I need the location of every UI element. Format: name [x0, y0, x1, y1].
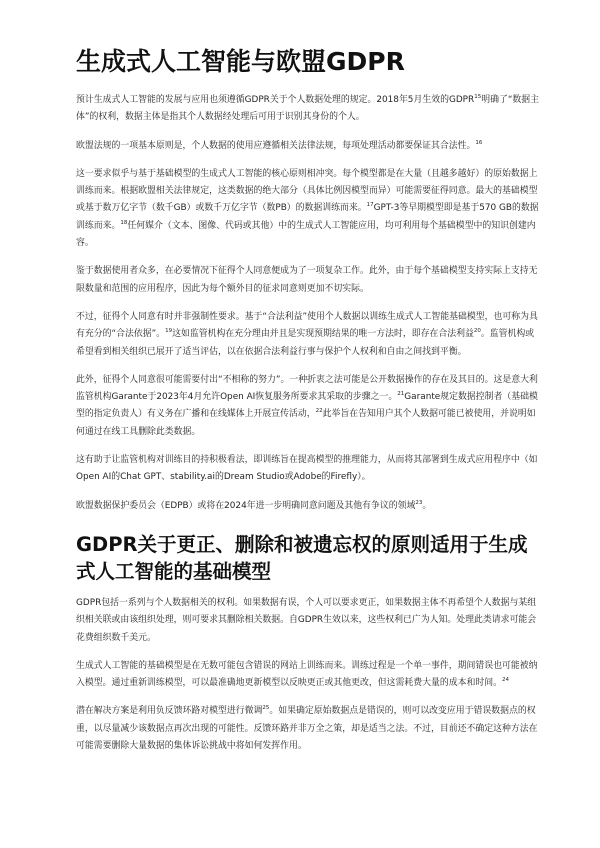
paragraph-text: 。监管机构或希望看到相关组织已展开了适当评估，以在依据合法利益行事与保护个人权利和自由之间找到平衡。: [76, 329, 535, 357]
paragraph-text: 任何媒介（文本、图像、代码或其他）中的生成式人工智能应用，均可利用每个基础模型中的知识创建内容。: [76, 220, 536, 249]
paragraph-text: 此外，征得个人同意很可能需要付出“不相称的努力”。一种折衷之法可能是公开数据操作的存在及其目的。这是意大利监管机构Garante于2023年4月允许Open AI恢复服务所要求其采取的步骤之一。: [76, 374, 538, 403]
section-rectification-erasure: [76, 595, 540, 755]
paragraph-text: 生成式人工智能的基础模型是在无数可能包含错误的网站上训练而来。训练过程是一个单一事件，期间错误也可能被纳入模型。通过重新训练模型，可以最准确地更新模型以反映更正或其他更改，但这需耗费大量的成本和时间。: [76, 660, 538, 689]
footnote-marker: 22: [315, 408, 323, 415]
body-paragraph: [76, 703, 540, 755]
footnote-marker: 21: [397, 391, 405, 398]
paragraph-text: GPT-3等早期模型即是基于570 GB的数据训练而来。: [76, 203, 539, 231]
footnote-marker: 20: [473, 328, 481, 335]
paragraph-text: 潜在解决方案是利用负反馈环路对模型进行微调: [76, 706, 263, 717]
body-paragraph: [76, 498, 540, 515]
paragraph-text: 这有助于让监管机构对训练目的持积极看法，即训练旨在提高模型的推理能力，从而将其部署到生成式应用程序中（如Open AI的Chat GPT、stability.ai的Dream Studio或Adobe的Firefly）。: [76, 455, 538, 483]
paragraph-text: 。: [422, 500, 432, 511]
body-paragraph: [76, 452, 540, 487]
paragraph-text: GDPR包括一系列与个人数据相关的权利。如果数据有误，个人可以要求更正，如果数据主体不再希望个人数据与某组织相关联或由该组织处理，则可要求其删除相关数据。自GDPR生效以来，这些权利已广为人知。处理此类请求可能会花费组织数千美元。: [76, 597, 537, 643]
footnote-marker: 24: [502, 677, 509, 684]
paragraph-text: 这一要求似乎与基于基础模型的生成式人工智能的核心原则相冲突。每个模型都是在大量（且越多越好）的原始数据上训练而来。根据欧盟相关法律规定，这类数据的绝大部分（具体比例因模型而异）可能需要征得同意。最大的基础模型或基于数万亿字节（数千GB）或数千万亿字节（数PB）的数据训练而来。: [76, 168, 538, 214]
paragraph-text: 欧盟数据保护委员会（EDPB）或将在2024年进一步明确同意问题及其他有争议的领域: [76, 500, 416, 511]
footnote-marker: 17: [366, 202, 374, 209]
paragraph-text: 不过，征得个人同意有时并非强制性要求。基于“合法利益”使用个人数据以训练生成式人工智能基础模型，也可称为具有充分的“合法依据”。: [76, 311, 538, 340]
body-paragraph: [76, 309, 540, 361]
paragraph-text: 。如果确定原始数据点是错误的，则可以改变应用于错误数据点的权重，以尽量减少该数据点再次出现的可能性。反馈环路并非万全之策，却是适当之法。不过，目前还不确定这种方法在可能需要删除大量数据的集体诉讼挑战中将如何发挥作用。: [76, 706, 538, 752]
paragraph-text: 预计生成式人工智能的发展与应用也须遵循GDPR关于个人数据处理的规定。2018年5月生效的GDPR: [76, 95, 475, 105]
body-paragraph: [76, 263, 540, 298]
body-paragraph: [76, 92, 540, 127]
body-paragraph: [76, 658, 540, 693]
paragraph-text: 鉴于数据使用者众多，在必要情况下征得个人同意便成为了一项复杂工作。此外，由于每个基础模型支持实际上支持无限数量和范围的应用程序，因此为每个额外目的征求同意则更加不切实际。: [76, 266, 538, 294]
footnote-marker: 23: [415, 499, 423, 506]
footnote-marker: 19: [165, 328, 173, 335]
section-gdpr-intro: [76, 92, 540, 515]
footnote-marker: 25: [262, 705, 270, 712]
section-heading: GDPR关于更正、删除和被遗忘权的原则适用于生成式人工智能的基础模型: [76, 532, 528, 583]
page-title: 生成式人工智能与欧盟GDPR: [76, 47, 405, 76]
body-paragraph: [76, 166, 540, 252]
body-paragraph: [76, 372, 540, 441]
paragraph-text: 明确了“数据主体”的权利，数据主体是指其个人数据经处理后可用于识别其身份的个人。: [76, 95, 540, 123]
paragraph-text: Garante规定数据控制者（基础模型的指定负责人）有义务在广播和在线媒体上开展宣传活动，: [76, 392, 538, 420]
paragraph-text: 此举旨在告知用户其个人数据可能已被使用，并说明如何通过在线工具删除此类数据。: [76, 409, 536, 437]
body-paragraph: [76, 138, 540, 155]
footnote-marker: 15: [474, 94, 482, 101]
paragraph-text: 这如监管机构在充分理由并且是实现预期结果的唯一方法时，即存在合法利益: [172, 329, 474, 340]
footnote-marker: 18: [120, 219, 128, 226]
paragraph-text: 欧盟法规的一项基本原则是，个人数据的使用应遵循相关法律法规，每项处理活动都要保证其合法性。: [76, 140, 476, 151]
body-paragraph: [76, 595, 540, 647]
footnote-marker: 16: [475, 139, 483, 146]
